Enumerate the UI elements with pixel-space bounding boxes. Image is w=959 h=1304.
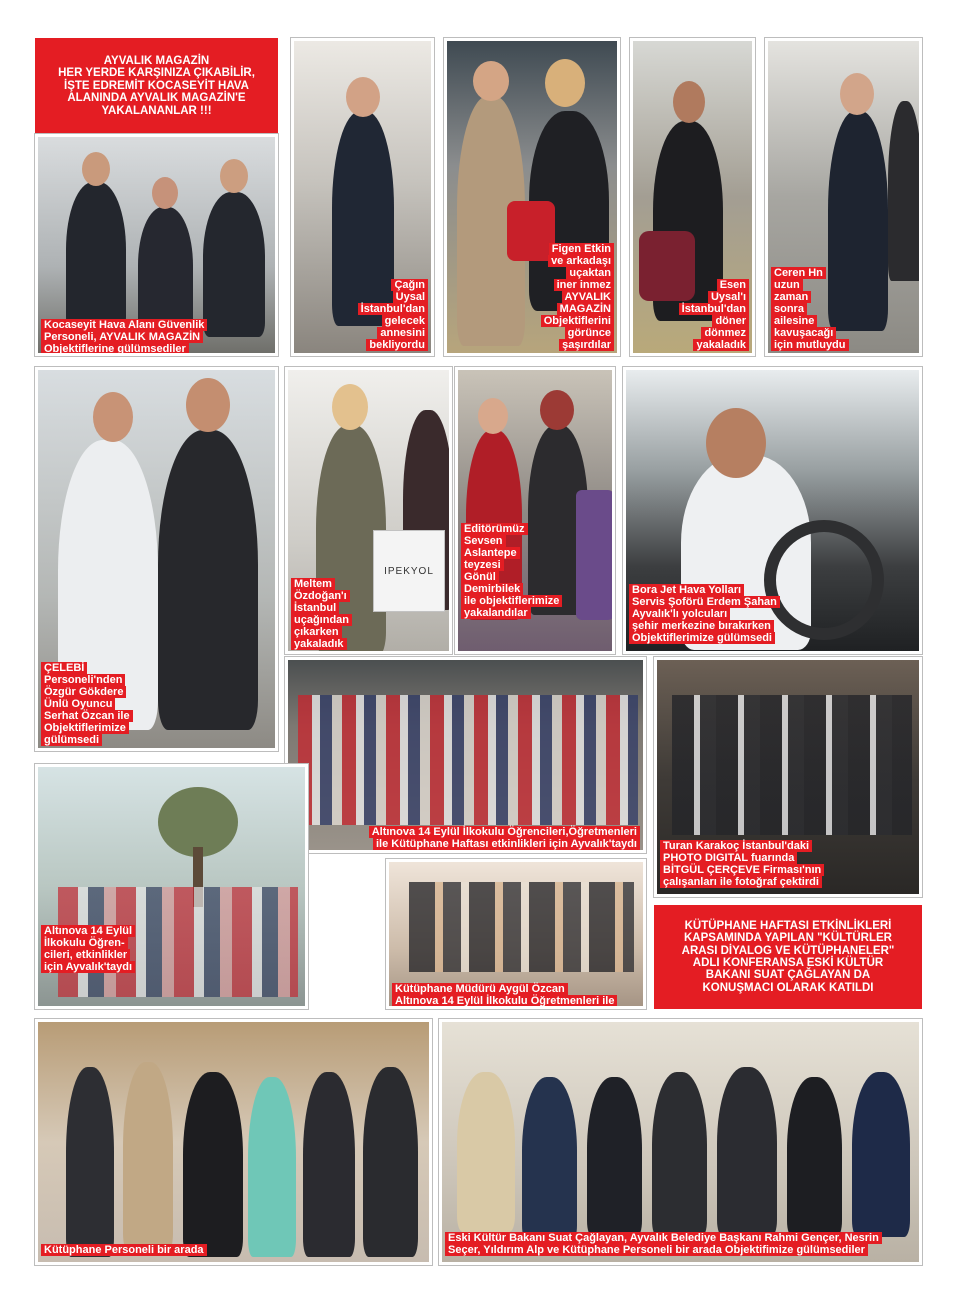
caption-bora (629, 584, 849, 644)
photo-meltem (285, 367, 452, 654)
caption-aygul-text: Kütüphane Müdürü Aygül Özcan Altınova 14 Eylül İlkokulu Öğretmenleri ile (392, 983, 617, 1007)
caption-altinova-group-text: Altınova 14 Eylül İlkokulu Öğrencileri,Öğretmenleri ile Kütüphane Haftası etkinlikleri için Ayvalık'taydı (369, 826, 640, 850)
caption-suat (445, 1232, 915, 1256)
photo-security-staff (35, 134, 278, 356)
caption-suat-text: Eski Kültür Bakanı Suat Çağlayan, Ayvalık Belediye Başkanı Rahmi Gençer, Nesrin Seçer, Yıldırım Alp ve Kütüphane Personeli bir arada Objektifimize gülümsediler (445, 1232, 882, 1256)
headline-conference-text: KÜTÜPHANE HAFTASI ETKİNLİKLERİ KAPSAMINDA YAPILAN "KÜLTÜRLER ARASI DİYALOG VE KÜTÜPHANELER" ADLI KONFERANSA ESKİ KÜLTÜR BAKANI SUAT ÇAĞLAYAN DA KONUŞMACI OLARAK KATILDI (681, 919, 895, 994)
caption-celebi (41, 662, 241, 746)
caption-esen-text: Esen Uysal'ı İstanbul'dan döner dönmez yakaladık (679, 279, 749, 351)
photo-celebi (35, 367, 278, 751)
caption-security (41, 319, 276, 355)
caption-ceren (771, 267, 891, 351)
headline-conference (654, 905, 922, 1009)
caption-security-text: Kocaseyit Hava Alanı Güvenlik Personeli, AYVALIK MAGAZİN Objektiflerine gülümsediler (41, 319, 207, 355)
photo-library-kids (35, 764, 308, 1009)
photo-sevsen (455, 367, 615, 654)
caption-staff (41, 1244, 301, 1256)
photo-figen (444, 38, 620, 356)
photo-turan (654, 657, 922, 897)
caption-turan-text: Turan Karakoç İstanbul'daki PHOTO DIGITAL fuarında BİTGÜL ÇERÇEVE Firması'nın çalışanları ile fotoğraf çektirdi (660, 840, 824, 888)
photo-suat (439, 1019, 922, 1265)
caption-esen (634, 279, 749, 351)
photo-altinova-group (285, 657, 646, 853)
caption-figen-text: Figen Etkin ve arkadaşı uçaktan iner inmez AYVALIK MAGAZİN Objektiflerini görünce şaşırdılar (541, 243, 614, 351)
caption-sevsen (461, 523, 611, 619)
photo-esen (630, 38, 755, 356)
caption-cagin-text: Çağın Uysal İstanbul'dan gelecek annesini bekliyordu (358, 279, 428, 351)
headline-airport (35, 38, 278, 134)
caption-meltem-text: Meltem Özdoğan'ı İstanbul uçağından çıkarken yakaladık (291, 578, 352, 650)
caption-staff-text: Kütüphane Personeli bir arada (41, 1244, 207, 1256)
photo-cagin (291, 38, 434, 356)
caption-altinova-group (340, 826, 640, 850)
caption-library-kids-text: Altınova 14 Eylül İlkokulu Öğren- cileri, etkinlikler için Ayvalık'taydı (41, 925, 135, 973)
caption-sevsen-text: Editörümüz Sevsen Aslantepe teyzesi Gönül Demirbilek ile objektiflerimize yakalandılar (461, 523, 562, 619)
caption-figen (464, 243, 614, 351)
photo-aygul (386, 859, 646, 1009)
caption-library-kids (41, 925, 151, 973)
photo-staff (35, 1019, 432, 1265)
caption-cagin (298, 279, 428, 351)
caption-bora-text: Bora Jet Hava Yolları Servis Şoförü Erdem Şahan Ayvalık'lı yolcuları şehir merkezine bırakırken Objektiflerimize gülümsedi (629, 584, 780, 644)
photo-ceren (765, 38, 922, 356)
caption-aygul (392, 983, 642, 1007)
caption-meltem (291, 578, 391, 650)
caption-celebi-text: ÇELEBİ Personeli'nden Özgür Gökdere Ünlü Oyuncu Serhat Özcan ile Objektiflerimize gülümsedi (41, 662, 133, 746)
caption-turan (660, 840, 900, 888)
headline-airport-text: AYVALIK MAGAZİN HER YERDE KARŞINIZA ÇIKABİLİR, İŞTE EDREMİT KOCASEYİT HAVA ALANINDA AYVALIK MAGAZİN'E YAKALANANLAR !!! (58, 54, 255, 117)
caption-ceren-text: Ceren Hn uzun zaman sonra ailesine kavuşacağı için mutluydu (771, 267, 849, 351)
photo-bora (623, 367, 922, 654)
bag-brand-text: IPEKYOL (384, 565, 434, 577)
